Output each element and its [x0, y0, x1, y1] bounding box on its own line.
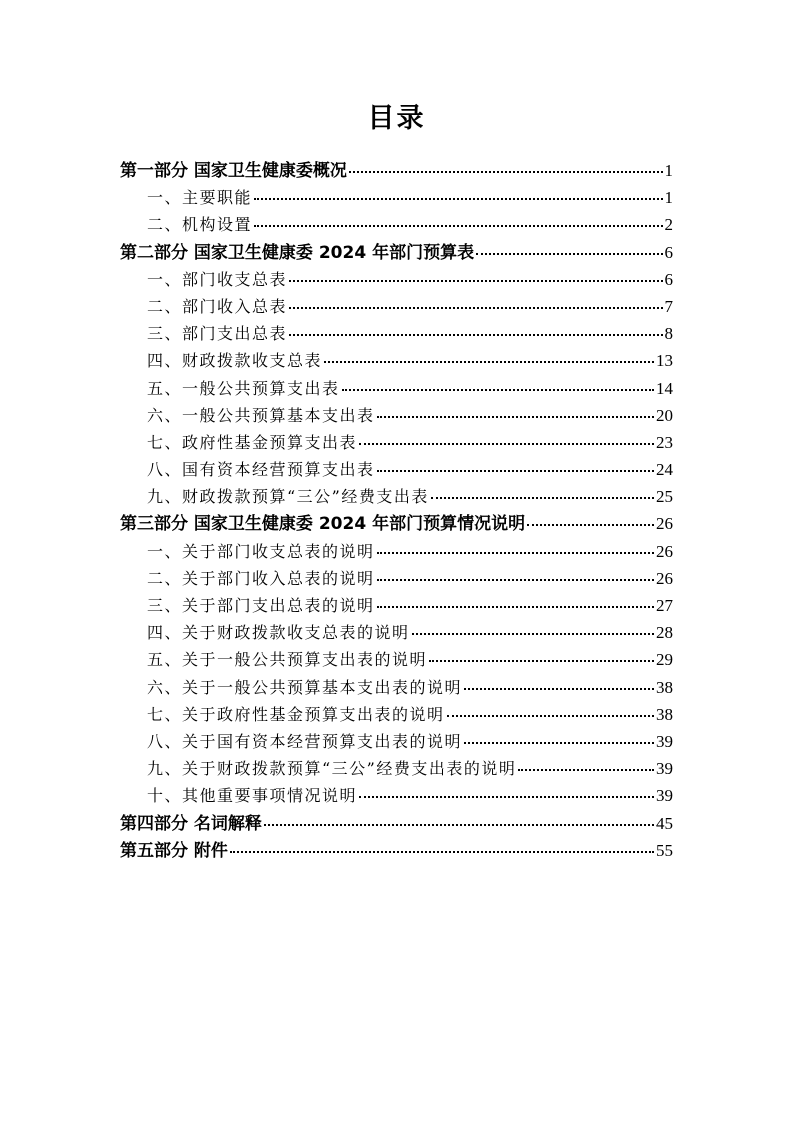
dot-leader [289, 334, 662, 336]
toc-entry-label: 一、关于部门收支总表的说明 [147, 541, 375, 561]
toc-section-entry[interactable] [120, 266, 673, 293]
toc-entry-label: 第五部分 附件 [120, 840, 228, 861]
toc-section-entry[interactable] [120, 646, 673, 673]
toc-page-number: 38 [656, 677, 673, 697]
dot-leader [412, 633, 654, 635]
toc-section-entry[interactable] [120, 429, 673, 456]
toc-section-entry[interactable] [120, 701, 673, 728]
dot-leader [464, 742, 654, 744]
toc-entry-label: 八、关于国有资本经营预算支出表的说明 [147, 731, 463, 751]
table-of-contents [120, 157, 673, 864]
toc-section-entry[interactable] [120, 728, 673, 755]
dot-leader [377, 606, 654, 608]
toc-section-entry[interactable] [120, 402, 673, 429]
dot-leader [377, 552, 654, 554]
toc-section-entry[interactable] [120, 755, 673, 782]
toc-entry-label: 四、财政拨款收支总表 [147, 351, 323, 371]
toc-section-entry[interactable] [120, 347, 673, 374]
toc-entry-label: 一、主要职能 [147, 188, 253, 208]
toc-page-number: 26 [656, 568, 673, 588]
dot-leader [349, 171, 663, 173]
toc-part-entry[interactable] [120, 510, 673, 537]
page-title: 目录 [367, 103, 426, 134]
toc-section-entry[interactable] [120, 538, 673, 565]
toc-page-number: 29 [656, 650, 673, 670]
toc-section-entry[interactable] [120, 320, 673, 347]
dot-leader [377, 470, 654, 472]
toc-entry-label: 二、机构设置 [147, 215, 253, 235]
toc-entry-label: 五、一般公共预算支出表 [147, 378, 340, 398]
dot-leader [464, 688, 654, 690]
toc-entry-label: 六、关于一般公共预算基本支出表的说明 [147, 677, 463, 697]
toc-section-entry[interactable] [120, 184, 673, 211]
toc-entry-label: 七、政府性基金预算支出表 [147, 432, 358, 452]
toc-part-entry[interactable] [120, 810, 673, 837]
toc-page-number: 45 [656, 813, 673, 833]
toc-page-number: 8 [664, 324, 673, 344]
dot-leader [342, 389, 654, 391]
toc-page-number: 39 [656, 731, 673, 751]
dot-leader [476, 253, 662, 255]
toc-page-number: 20 [656, 405, 673, 425]
dot-leader [254, 225, 662, 227]
dot-leader [377, 416, 654, 418]
toc-entry-label: 三、关于部门支出总表的说明 [147, 596, 375, 615]
dot-leader [230, 851, 654, 853]
toc-page-number: 38 [656, 704, 673, 724]
toc-page-number: 2 [664, 215, 673, 235]
toc-page-number: 1 [664, 188, 673, 208]
dot-leader [377, 579, 654, 581]
dot-leader [431, 497, 654, 499]
toc-entry-label: 九、关于财政拨款预算“三公”经费支出表的说明 [147, 759, 517, 779]
toc-page-number: 39 [656, 786, 673, 806]
toc-section-entry[interactable] [120, 456, 673, 483]
toc-entry-label: 二、关于部门收入总表的说明 [147, 568, 375, 588]
toc-section-entry[interactable] [120, 293, 673, 320]
toc-page-number: 26 [656, 541, 673, 561]
toc-entry-label: 五、关于一般公共预算支出表的说明 [147, 650, 428, 670]
toc-entry-label: 一、部门收支总表 [147, 269, 288, 289]
toc-page-number: 7 [664, 296, 673, 316]
toc-section-entry[interactable] [120, 592, 673, 619]
toc-page-number: 6 [664, 269, 673, 289]
dot-leader [447, 715, 654, 717]
toc-page-number: 24 [656, 460, 673, 480]
toc-page-number: 25 [656, 487, 673, 507]
toc-page-number: 13 [656, 351, 673, 371]
toc-page-number: 28 [656, 623, 673, 643]
toc-page-number: 26 [656, 514, 673, 534]
toc-entry-label: 二、部门收入总表 [147, 296, 288, 316]
toc-page-number: 6 [664, 242, 673, 262]
toc-entry-label: 第四部分 名词解释 [120, 813, 262, 834]
toc-page-number: 55 [656, 840, 673, 860]
toc-entry-label: 第二部分 国家卫生健康委 2024 年部门预算表 [120, 242, 475, 263]
dot-leader [324, 361, 654, 363]
toc-part-entry[interactable] [120, 837, 673, 864]
toc-section-entry[interactable] [120, 211, 673, 238]
dot-leader [518, 769, 654, 771]
toc-page-number: 23 [656, 432, 673, 452]
toc-section-entry[interactable] [120, 674, 673, 701]
toc-entry-label: 第一部分 国家卫生健康委概况 [120, 161, 347, 181]
dot-leader [289, 307, 662, 309]
toc-section-entry[interactable] [120, 619, 673, 646]
dot-leader [254, 198, 662, 200]
toc-entry-label: 十、其他重要事项情况说明 [147, 786, 358, 806]
toc-part-entry[interactable] [120, 239, 673, 266]
dot-leader [359, 443, 654, 445]
dot-leader [527, 524, 654, 526]
dot-leader [429, 660, 654, 662]
toc-entry-label: 三、部门支出总表 [147, 324, 288, 344]
toc-entry-label: 八、国有资本经营预算支出表 [147, 460, 375, 480]
toc-page-number: 14 [656, 378, 673, 398]
toc-entry-label: 七、关于政府性基金预算支出表的说明 [147, 704, 445, 724]
toc-entry-label: 第三部分 国家卫生健康委 2024 年部门预算情况说明 [120, 514, 526, 535]
toc-page-number: 27 [656, 596, 673, 615]
toc-page-number: 39 [656, 759, 673, 779]
dot-leader [289, 280, 662, 282]
toc-entry-label: 四、关于财政拨款收支总表的说明 [147, 623, 410, 643]
toc-section-entry[interactable] [120, 782, 673, 809]
toc-section-entry[interactable] [120, 565, 673, 592]
toc-entry-label: 六、一般公共预算基本支出表 [147, 405, 375, 425]
toc-section-entry[interactable] [120, 375, 673, 402]
dot-leader [359, 796, 654, 798]
toc-part-entry[interactable] [120, 157, 673, 184]
toc-page-number: 1 [664, 161, 673, 180]
toc-entry-label: 九、财政拨款预算“三公”经费支出表 [147, 487, 429, 507]
toc-section-entry[interactable] [120, 483, 673, 510]
dot-leader [264, 824, 654, 826]
